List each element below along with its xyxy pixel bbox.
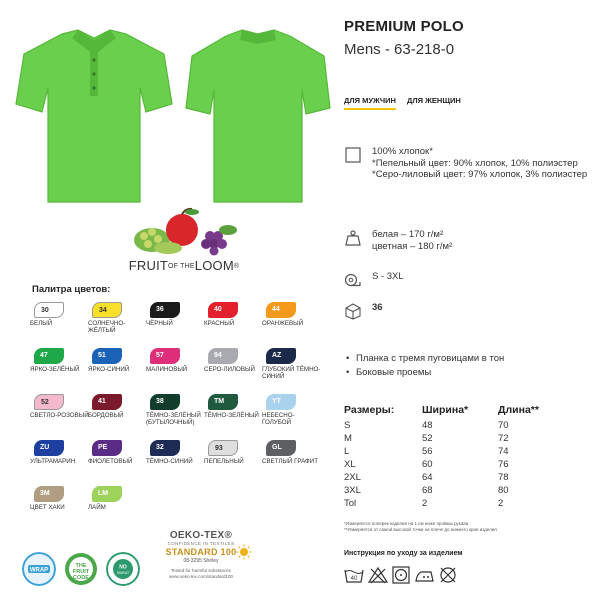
- weight-text: белая – 170 г/м² цветная – 180 г/м²: [372, 229, 453, 252]
- oeko-subtitle: CONFIDENCE IN TEXTILES: [167, 541, 235, 546]
- color-chip: 38: [150, 394, 180, 410]
- color-chip: GL: [266, 440, 296, 456]
- fruit-code-badge-icon: [64, 552, 98, 586]
- color-chip: 94: [208, 348, 238, 364]
- length-cell: 2: [498, 498, 504, 509]
- color-swatch: [146, 394, 200, 436]
- color-swatch: [262, 348, 321, 390]
- spec-fabric: [344, 146, 594, 216]
- color-name: БОРДОВЫЙ: [88, 412, 124, 419]
- width-cell: 48: [422, 420, 433, 431]
- color-name: БЕЛЫЙ: [30, 320, 53, 327]
- color-chip: PE: [92, 440, 122, 456]
- color-swatch: [88, 348, 142, 390]
- color-swatch: [88, 302, 142, 344]
- size-row: [344, 484, 574, 497]
- color-swatch: [204, 302, 258, 344]
- polo-front-image: [14, 26, 174, 204]
- size-row: [344, 432, 574, 445]
- color-chip: 93: [208, 440, 238, 456]
- color-swatch: [146, 348, 200, 390]
- product-subtitle: Mens - 63-218-0: [344, 41, 455, 58]
- certification-badges: [22, 552, 142, 588]
- color-swatch: [204, 394, 258, 436]
- header-length: Длина**: [498, 404, 539, 416]
- sun-icon: [236, 544, 252, 560]
- color-name: ЯРКО-СИНИЙ: [88, 366, 130, 373]
- spec-weight: [344, 229, 594, 257]
- color-chip: 41: [92, 394, 122, 410]
- size-notes: [344, 521, 594, 533]
- oeko-tex-certificate: [150, 530, 252, 596]
- feature-item: • Планка с тремя пуговицами в тон: [346, 352, 504, 366]
- length-cell: 72: [498, 433, 509, 444]
- size-table-body: [344, 419, 574, 510]
- fruit-cluster-icon: [128, 206, 240, 256]
- care-symbols: [344, 566, 474, 584]
- length-cell: 74: [498, 446, 509, 457]
- color-swatch: [88, 440, 142, 482]
- color-swatch: [204, 348, 258, 390]
- color-name: ОРАНЖЕВЫЙ: [262, 320, 304, 327]
- size-cell: L: [344, 446, 350, 457]
- feature-list: [346, 352, 504, 380]
- brand-name: FRUITOF THELOOM®: [128, 258, 240, 273]
- color-name: ЧЁРНЫЙ: [146, 320, 173, 327]
- svg-text:NO: NO: [119, 564, 127, 571]
- wash-40-icon: [344, 566, 364, 584]
- tumble-dry-icon: [392, 566, 410, 584]
- pack-text: 36: [372, 302, 383, 313]
- width-cell: 56: [422, 446, 433, 457]
- color-name: СОЛНЕЧНО-ЖЁЛТЫЙ: [88, 320, 126, 335]
- color-chip: 32: [150, 440, 180, 456]
- no-dry-clean-icon: [438, 566, 458, 584]
- oeko-standard: STANDARD 100: [165, 547, 237, 557]
- color-name: СВЕТЛЫЙ ГРАФИТ: [262, 458, 318, 465]
- svg-text:WRAP: WRAP: [29, 567, 49, 574]
- width-cell: 52: [422, 433, 433, 444]
- color-swatch: [262, 440, 316, 482]
- tab-men[interactable]: ДЛЯ МУЖЧИН: [344, 96, 396, 110]
- width-cell: 60: [422, 459, 433, 470]
- iron-icon: [414, 566, 434, 584]
- oeko-title: OEKO-TEX®: [169, 530, 233, 541]
- color-name: ЛАЙМ: [88, 504, 106, 511]
- color-name: СВЕТЛО-РОЗОВЫЙ: [30, 412, 89, 419]
- sizes-text: S - 3XL: [372, 271, 404, 282]
- size-cell: M: [344, 433, 352, 444]
- gender-tabs: [344, 96, 470, 110]
- color-chip: LM: [92, 486, 122, 502]
- size-note-length: **Измеряется от самой высокой точки на плече до нижнего края изделия: [344, 527, 497, 532]
- brand-logo: [124, 206, 244, 278]
- color-swatch: [88, 394, 142, 436]
- size-table: [344, 404, 574, 510]
- wrap-badge-icon: [22, 552, 56, 586]
- color-chip: 52: [34, 394, 64, 410]
- length-cell: 80: [498, 485, 509, 496]
- color-name: ГЛУБОКИЙ ТЁМНО-СИНИЙ: [262, 366, 321, 381]
- color-name: ТЁМНО-ЗЕЛЁНЫЙ (БУТЫЛОЧНЫЙ): [146, 412, 201, 427]
- color-chip: 3M: [34, 486, 64, 502]
- box-icon: [344, 302, 362, 320]
- no-sweatshop-badge-icon: [106, 552, 140, 586]
- svg-text:40: 40: [350, 576, 358, 582]
- color-name: ФИОЛЕТОВЫЙ: [88, 458, 133, 465]
- color-swatch: [30, 394, 89, 436]
- color-chip: AZ: [266, 348, 296, 364]
- color-swatch: [30, 486, 84, 528]
- svg-text:FRUIT: FRUIT: [72, 569, 90, 575]
- width-cell: 68: [422, 485, 433, 496]
- color-chip: 36: [150, 302, 180, 318]
- color-chip: 51: [92, 348, 122, 364]
- measuring-tape-icon: [344, 271, 362, 289]
- svg-text:THE: THE: [75, 563, 87, 569]
- fabric-icon: [344, 146, 362, 164]
- color-name: МАЛИНОВЫЙ: [146, 366, 188, 373]
- color-name: ТЁМНО-СИНИЙ: [146, 458, 193, 465]
- length-cell: 76: [498, 459, 509, 470]
- header-width: Ширина*: [422, 404, 469, 416]
- fabric-text: 100% хлопок* *Пепельный цвет: 90% хлопок, 10% полиэстер *Серо-лиловый цвет: 97% хлопок, 3% полиэстер: [372, 146, 588, 180]
- color-chip: 34: [92, 302, 122, 318]
- color-chip: YT: [266, 394, 296, 410]
- size-table-header: [344, 404, 574, 419]
- size-cell: 3XL: [344, 485, 361, 496]
- color-name: НЕБЕСНО-ГОЛУБОЙ: [262, 412, 295, 427]
- color-chip: 40: [208, 302, 238, 318]
- size-row: [344, 419, 574, 432]
- color-swatch: [204, 440, 258, 482]
- care-title: Инструкция по уходу за изделием: [344, 550, 463, 557]
- size-row: [344, 471, 574, 484]
- length-cell: 70: [498, 420, 509, 431]
- polo-back-image: [184, 26, 332, 204]
- size-row: [344, 497, 574, 510]
- color-chip: 47: [34, 348, 64, 364]
- color-swatch: [262, 302, 316, 344]
- color-name: ЦВЕТ ХАКИ: [30, 504, 65, 511]
- size-cell: 2XL: [344, 472, 361, 483]
- color-swatch: [146, 440, 200, 482]
- svg-text:SWEAT: SWEAT: [116, 571, 130, 575]
- color-chip: 30: [34, 302, 64, 318]
- size-row: [344, 458, 574, 471]
- color-name: ПЕПЕЛЬНЫЙ: [204, 458, 244, 465]
- palette-title: Палитра цветов:: [32, 284, 111, 295]
- color-chip: 44: [266, 302, 296, 318]
- color-swatch: [30, 302, 84, 344]
- color-swatch: [88, 486, 142, 528]
- svg-text:CODE: CODE: [73, 575, 89, 581]
- header-size: Размеры:: [344, 404, 395, 416]
- size-note-width: *Измеряется поперек изделия на 1 см ниже проймы рукава: [344, 521, 469, 526]
- product-title: PREMIUM POLO: [344, 18, 464, 35]
- width-cell: 64: [422, 472, 433, 483]
- color-swatch: [146, 302, 200, 344]
- color-swatch: [30, 348, 84, 390]
- color-swatch: [30, 440, 84, 482]
- spec-sizes: [344, 271, 594, 289]
- weight-icon: [344, 229, 362, 247]
- size-cell: S: [344, 420, 351, 431]
- color-name: ТЁМНО-ЗЕЛЁНЫЙ: [204, 412, 259, 419]
- oeko-note: Tested for harmful substances www.oeko-tex.com/standard100: [168, 568, 234, 579]
- color-swatch: [262, 394, 316, 436]
- color-name: КРАСНЫЙ: [204, 320, 235, 327]
- product-photos: [14, 26, 332, 204]
- color-name: СЕРО-ЛИЛОВЫЙ: [204, 366, 255, 373]
- size-cell: Tol: [344, 498, 357, 509]
- oeko-number: 08-3295 Shirley: [183, 558, 219, 564]
- size-row: [344, 445, 574, 458]
- color-name: УЛЬТРАМАРИН: [30, 458, 76, 465]
- no-bleach-icon: [368, 566, 388, 584]
- color-chip: 57: [150, 348, 180, 364]
- color-chip: TM: [208, 394, 238, 410]
- spec-pack: [344, 302, 594, 320]
- feature-item: • Боковые проемы: [346, 366, 504, 380]
- width-cell: 2: [422, 498, 428, 509]
- tab-women[interactable]: ДЛЯ ЖЕНЩИН: [407, 96, 461, 105]
- color-chip: ZU: [34, 440, 64, 456]
- color-name: ЯРКО-ЗЕЛЁНЫЙ: [30, 366, 80, 373]
- length-cell: 78: [498, 472, 509, 483]
- size-cell: XL: [344, 459, 356, 470]
